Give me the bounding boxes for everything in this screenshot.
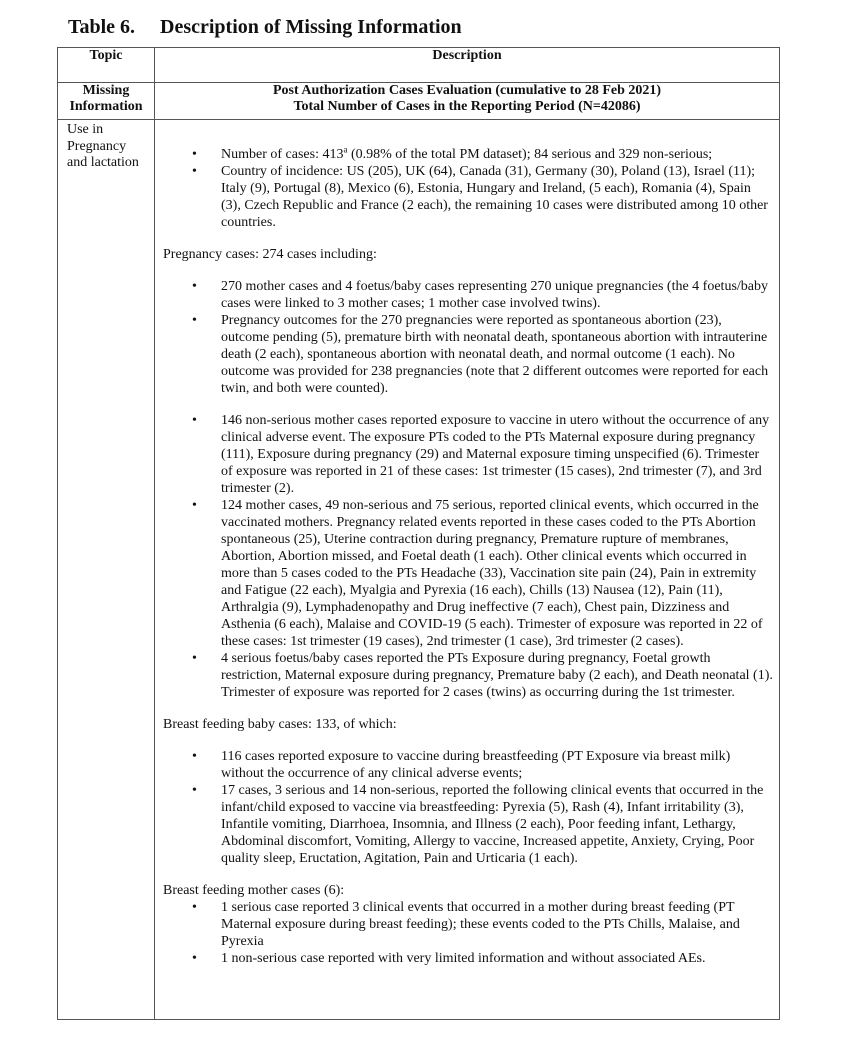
breastfeeding-baby-list <box>163 748 779 867</box>
description-column-header: Description <box>155 48 780 83</box>
overview-list <box>163 146 779 231</box>
breastfeeding-mother-heading: Breast feeding mother cases (6): <box>163 883 345 898</box>
table-title <box>68 16 462 39</box>
list-item: • 270 mother cases and 4 foetus/baby cases representing 270 unique pregnancies (the 4 foetus/baby cases were linked to 3 mother cases; 1 mother case involved twins). <box>163 278 779 312</box>
list-item: • 124 mother cases, 49 non-serious and 75 serious, reported clinical events, which occurred in the vaccinated mothers. Pregnancy related events reported in these cases coded to the PTs Abortion spontaneous (25), Uterine contraction during pregnancy, Premature rupture of membranes, Abortion, Abortion missed, and Foetal death (1 each). Other clinical events which occurred in more than 5 cases coded to the PTs Headache (33), Vaccination site pain (24), Pain in extremity and Fatigue (22 each), Myalgia and Pyrexia (16 each), Chills (13) Nausea (12), Pain (11), Arthralgia (9), Lymphadenopathy and Drug ineffective (7 each), Chest pain, Dizziness and Asthenia (6 each), Malaise and COVID-19 (5 each). Trimester of exposure was reported in 22 of these cases: 1st trimester (19 cases), 2nd trimester (1 case), 3rd trimester (2 cases). <box>163 497 779 650</box>
header-row <box>58 48 780 83</box>
cases-evaluation-heading <box>155 83 780 120</box>
table-title-text: Description of Missing Information <box>160 16 462 38</box>
evaluation-period: Post Authorization Cases Evaluation (cumulative to 28 Feb 2021) <box>272 83 662 98</box>
list-item: • Pregnancy outcomes for the 270 pregnancies were reported as spontaneous abortion (23), outcome pending (5), premature birth with neonatal death, spontaneous abortion with intrauterine death (2 each), spontaneous abortion with neonatal death, and normal outcome (1 each). No outcome was provided for 238 pregnancies (note that 2 different outcomes were reported for each twin, and both were counted). <box>163 312 779 397</box>
breastfeeding-baby-heading: Breast feeding baby cases: 133, of which: <box>163 717 397 732</box>
list-item: • 17 cases, 3 serious and 14 non-serious, reported the following clinical events that occurred in the infant/child exposed to vaccine via breastfeeding: Pyrexia (5), Rash (4), Infant irritability (3), Infantile vomiting, Diarrhoea, Insomnia, and Illness (2 each), Poor feeding infant, Lethargy, Abdominal discomfort, Vomiting, Allergy to vaccine, Increased appetite, Anxiety, Crying, Poor quality sleep, Eructation, Agitation, Pain and Urticaria (1 each). <box>163 782 779 867</box>
list-item: • 1 serious case reported 3 clinical events that occurred in a mother during breast feeding (PT Maternal exposure during breast feeding); these events coded to the PTs Chills, Malaise, and Pyrexia <box>163 899 779 950</box>
pregnancy-lactation-row <box>58 120 780 1020</box>
pregnancy-cases-list <box>163 412 779 701</box>
topic-cell: Use in Pregnancy and lactation <box>58 120 155 1020</box>
total-cases: Total Number of Cases in the Reporting Period (N=42086) <box>293 99 641 114</box>
description-cell <box>155 120 780 1020</box>
list-item: • 116 cases reported exposure to vaccine during breastfeeding (PT Exposure via breast milk) without the occurrence of any clinical adverse events; <box>163 748 779 782</box>
missing-information-heading: Missing Information <box>58 83 155 120</box>
breastfeeding-mother-list <box>163 899 779 967</box>
subheader-row <box>58 83 780 120</box>
list-item: • 4 serious foetus/baby cases reported the PTs Exposure during pregnancy, Foetal growth restriction, Maternal exposure during pregnancy, Premature baby (2 each), and Death neonatal (1). Trimester of exposure was reported for 2 cases (twins) as occurring during the 1st trimester. <box>163 650 779 701</box>
list-item: • Number of cases: 413$^a$ (0.98% of the total PM dataset); 84 serious and 329 non-serious; <box>163 146 779 163</box>
list-item: • Country of incidence: US (205), UK (64), Canada (31), Germany (30), Poland (13), Israel (11); Italy (9), Portugal (8), Mexico (6), Estonia, Hungary and Ireland, (5 each), Romania (4), Spain (3), Czech Republic and France (2 each), the remaining 10 cases were distributed among 10 other countries. <box>163 163 779 231</box>
list-item: • 1 non-serious case reported with very limited information and without associated AEs. <box>163 950 779 967</box>
pregnancy-heading: Pregnancy cases: 274 cases including: <box>163 247 377 262</box>
list-item: • 146 non-serious mother cases reported exposure to vaccine in utero without the occurrence of any clinical adverse event. The exposure PTs coded to the PTs Maternal exposure during pregnancy (111), Exposure during pregnancy (29) and Maternal exposure timing unspecified (6). Trimester of exposure was reported in 21 of these cases: 1st trimester (15 cases), 2nd trimester (7), and 3rd trimester (2). <box>163 412 779 497</box>
pregnancy-list <box>163 278 779 397</box>
table-number: Table 6. <box>68 16 136 38</box>
topic-column-header: Topic <box>58 48 155 83</box>
missing-information-table <box>57 47 780 1020</box>
